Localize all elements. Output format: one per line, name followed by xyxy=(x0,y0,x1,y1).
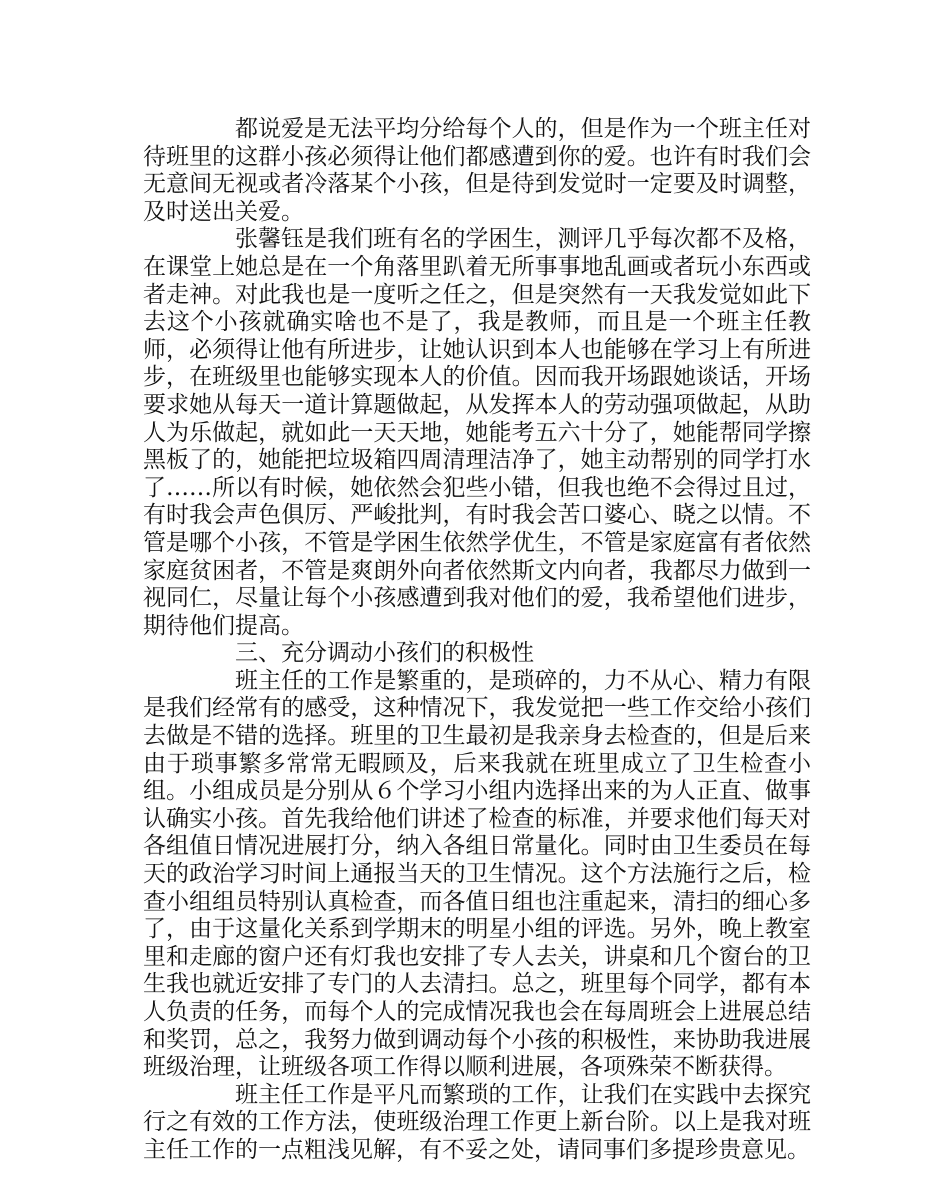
paragraph-love-equally: 都说爱是无法平均分给每个人的，但是作为一个班主任对待班里的这群小孩必须得让他们都感遭到你的爱。也许有时我们会无意间无视或者冷落某个小孩，但是待到发觉时一定要及时调整，及时送出关爱。 xyxy=(143,116,811,225)
paragraph-student-story: 张馨钰是我们班有名的学困生，测评几乎每次都不及格，在课堂上她总是在一个角落里趴着无所事事地乱画或者玩小东西或者走神。对此我也是一度听之任之，但是突然有一天我发觉如此下去这个小孩就确实啥也不是了，我是教师，而且是一个班主任教师，必须得让他有所进步，让她认识到本人也能够在学习上有所进步，在班级里也能够实现本人的价值。因而我开场跟她谈话，开场要求她从每天一道计算题做起，从发挥本人的劳动强项做起，从助人为乐做起，就如此一天天地，她能考五六十分了，她能帮同学擦黑板了的，她能把垃圾箱四周清理洁净了，她主动帮别的同学打水了……所以有时候，她依然会犯些小错，但我也绝不会得过且过，有时我会声色俱厉、严峻批判，有时我会苦口婆心、晓之以情。不管是哪个小孩，不管是学困生依然学优生，不管是家庭富有者依然家庭贫困者，不管是爽朗外向者依然斯文内向者，我都尽力做到一视同仁，尽量让每个小孩感遭到我对他们的爱，我希望他们进步，期待他们提高。 xyxy=(143,226,811,639)
section-heading: 三、充分调动小孩们的积极性 xyxy=(235,640,534,667)
paragraph-conclusion: 班主任工作是平凡而繁琐的工作，让我们在实践中去探究行之有效的工作方法，使班级治理工作更上新台阶。以上是我对班主任工作的一点粗浅见解，有不妥之处，请同事们多提珍贵意见。 xyxy=(143,1081,811,1163)
document-body xyxy=(143,116,811,1165)
paragraph-hygiene-group: 班主任的工作是繁重的，是琐碎的，力不从心、精力有限是我们经常有的感受，这种情况下，我发觉把一些工作交给小孩们去做是不错的选择。班里的卫生最初是我亲身去检查的，但是后来由于琐事繁多常常无暇顾及，后来我就在班里成立了卫生检查小组。小组成员是分别从６个学习小组内选择出来的为人正直、做事认确实小孩。首先我给他们讲述了检查的标准，并要求他们每天对各组值日情况进展打分，纳入各组日常量化。同时由卫生委员在每天的政治学习时间上通报当天的卫生情况。这个方法施行之后，检查小组组员特别认真检查，而各值日组也注重起来，清扫的细心多了，由于这量化关系到学期末的明星小组的评选。另外，晚上教室里和走廊的窗户还有灯我也安排了专人去关，讲桌和几个窗台的卫生我也就近安排了专门的人去清扫。总之，班里每个同学，都有本人负责的任务，而每个人的完成情况我也会在每周班会上进展总结和奖罚，总之，我努力做到调动每个小孩的积极性，来协助我进展班级治理，让班级各项工作得以顺利进展，各项殊荣不断获得。 xyxy=(143,667,811,1081)
